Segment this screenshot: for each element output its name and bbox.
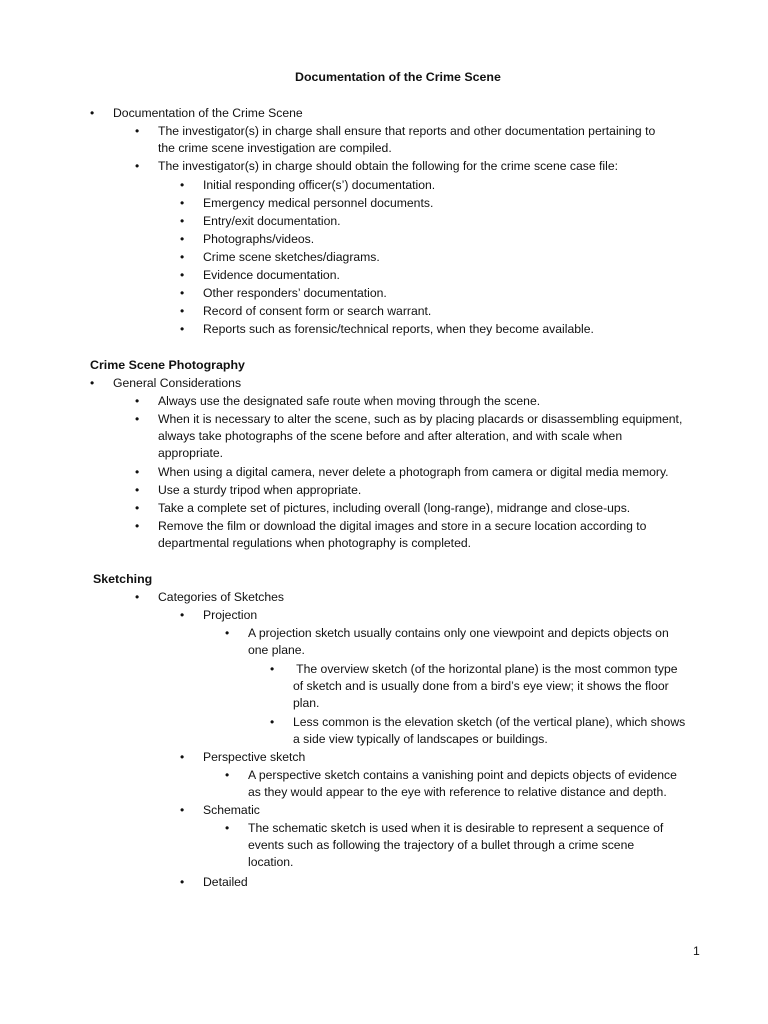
page-number: 1 — [693, 944, 700, 958]
list-item: When it is necessary to alter the scene, such as by placing placards or disassembling equipment, — [158, 412, 683, 426]
bullet-icon: • — [180, 608, 185, 622]
bullet-icon: • — [270, 715, 275, 729]
bullet-icon: • — [135, 124, 140, 138]
bullet-icon: • — [180, 322, 185, 336]
bullet-icon: • — [225, 821, 230, 835]
list-item: Less common is the elevation sketch (of the vertical plane), which shows — [293, 715, 686, 729]
bullet-icon: • — [225, 626, 230, 640]
list-item-continuation: of sketch and is usually done from a bird’s eye view; it shows the floor — [293, 679, 669, 693]
bullet-icon: • — [180, 875, 185, 889]
bullet-icon: • — [225, 768, 230, 782]
bullet-icon: • — [180, 196, 185, 210]
list-item-continuation: the crime scene investigation are compiled. — [158, 141, 392, 155]
bullet-icon: • — [180, 803, 185, 817]
list-item: Detailed — [203, 875, 248, 889]
list-item: Initial responding officer(s’) documentation. — [203, 178, 436, 192]
bullet-icon: • — [135, 159, 140, 173]
list-item: Crime scene sketches/diagrams. — [203, 250, 380, 264]
list-item-continuation: plan. — [293, 696, 320, 710]
section-heading-sketching: Sketching — [93, 572, 153, 586]
list-item-continuation: as they would appear to the eye with reference to relative distance and depth. — [248, 785, 667, 799]
bullet-icon: • — [135, 519, 140, 533]
bullet-icon: • — [180, 268, 185, 282]
list-item: Emergency medical personnel documents. — [203, 196, 434, 210]
bullet-icon: • — [135, 590, 140, 604]
list-item: Evidence documentation. — [203, 268, 340, 282]
page-title: Documentation of the Crime Scene — [295, 70, 501, 84]
list-item-continuation: appropriate. — [158, 446, 224, 460]
list-item-continuation: location. — [248, 855, 294, 869]
section-heading-photography: Crime Scene Photography — [90, 358, 245, 372]
list-item: The investigator(s) in charge shall ensure that reports and other documentation pertaining to — [158, 124, 656, 138]
bullet-icon: • — [180, 750, 185, 764]
bullet-icon: • — [180, 304, 185, 318]
list-item-continuation: one plane. — [248, 643, 305, 657]
bullet-icon: • — [90, 376, 95, 390]
list-item-continuation: events such as following the trajectory of a bullet through a crime scene — [248, 838, 635, 852]
list-item: A projection sketch usually contains only one viewpoint and depicts objects on — [248, 626, 669, 640]
list-item: Documentation of the Crime Scene — [113, 106, 303, 120]
bullet-icon: • — [135, 465, 140, 479]
bullet-icon: • — [180, 250, 185, 264]
list-item: Schematic — [203, 803, 260, 817]
bullet-icon: • — [135, 394, 140, 408]
list-item: A perspective sketch contains a vanishing point and depicts objects of evidence — [248, 768, 677, 782]
bullet-icon: • — [180, 286, 185, 300]
list-item: Entry/exit documentation. — [203, 214, 341, 228]
list-item: Use a sturdy tripod when appropriate. — [158, 483, 362, 497]
list-item: Remove the film or download the digital images and store in a secure location according to — [158, 519, 647, 533]
bullet-icon: • — [90, 106, 95, 120]
list-item: Reports such as forensic/technical reports, when they become available. — [203, 322, 594, 336]
list-item: Record of consent form or search warrant. — [203, 304, 432, 318]
list-item: When using a digital camera, never delete a photograph from camera or digital media memory. — [158, 465, 669, 479]
list-item-continuation: a side view typically of landscapes or buildings. — [293, 732, 548, 746]
list-item: Projection — [203, 608, 258, 622]
list-item-continuation: always take photographs of the scene before and after alteration, and with scale when — [158, 429, 623, 443]
list-item: Photographs/videos. — [203, 232, 315, 246]
list-item: General Considerations — [113, 376, 242, 390]
list-item: Always use the designated safe route when moving through the scene. — [158, 394, 541, 408]
list-item: Other responders’ documentation. — [203, 286, 387, 300]
list-item: The investigator(s) in charge should obtain the following for the crime scene case file: — [158, 159, 618, 173]
list-item: Categories of Sketches — [158, 590, 285, 604]
list-item-continuation: departmental regulations when photography is completed. — [158, 536, 472, 550]
bullet-icon: • — [180, 178, 185, 192]
bullet-icon: • — [180, 232, 185, 246]
list-item: The overview sketch (of the horizontal plane) is the most common type — [293, 662, 678, 676]
bullet-icon: • — [270, 662, 275, 676]
bullet-icon: • — [180, 214, 185, 228]
bullet-icon: • — [135, 501, 140, 515]
bullet-icon: • — [135, 483, 140, 497]
list-item: Perspective sketch — [203, 750, 306, 764]
list-item: Take a complete set of pictures, including overall (long-range), midrange and close-ups. — [158, 501, 631, 515]
bullet-icon: • — [135, 412, 140, 426]
list-item: The schematic sketch is used when it is desirable to represent a sequence of — [248, 821, 664, 835]
